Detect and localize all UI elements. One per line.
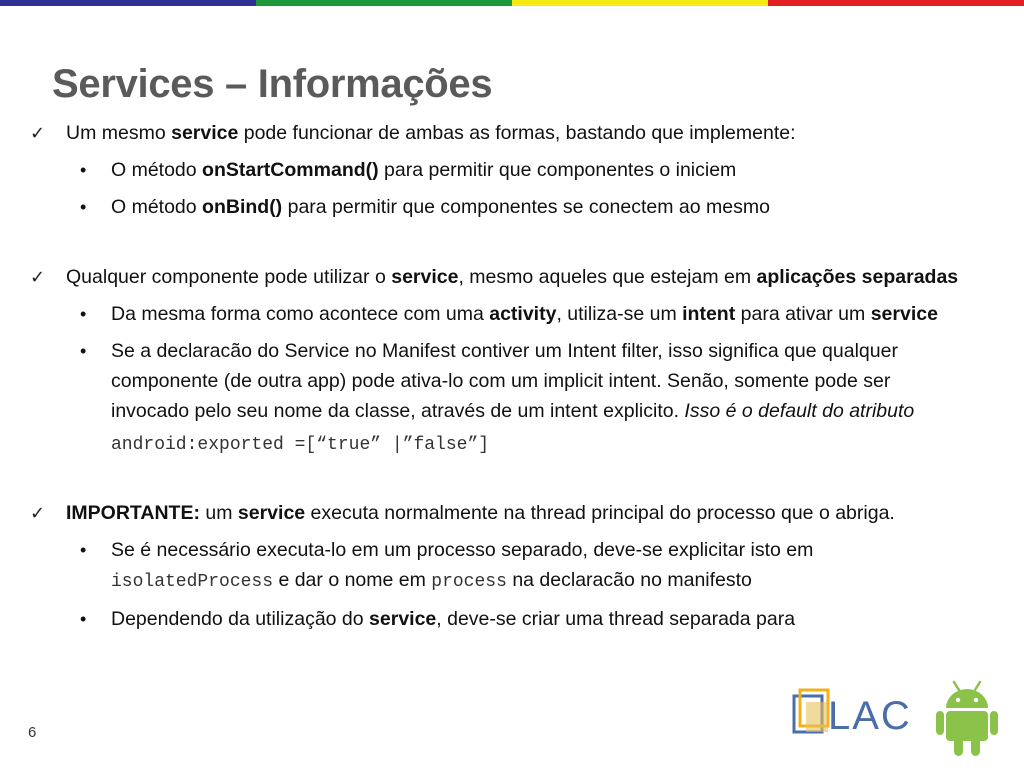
lac-logo-text: LAC (828, 694, 912, 738)
slide-body (30, 118, 970, 634)
bullet-icon: • (80, 540, 87, 560)
list-item-3: ✓ IMPORTANTE: um service executa normalmente na thread principal do processo que o abriga. (30, 498, 970, 528)
bullet-icon: • (80, 304, 87, 324)
bullet-icon: • (80, 160, 87, 180)
list-subitem-1b: • O método onBind() para permitir que componentes se conectem ao mesmo (30, 192, 970, 222)
lac-logo (790, 688, 930, 752)
list-subitem-3b: • Dependendo da utilização do service, deve-se criar uma thread separada para (30, 604, 970, 634)
slide-title: Services – Informações (52, 62, 493, 106)
checkmark-icon: ✓ (30, 267, 46, 287)
top-bar-blue (0, 0, 256, 6)
list-subitem-2a: • Da mesma forma como acontece com uma activity, utiliza-se um intent para ativar um service (30, 299, 970, 329)
bullet-icon: • (80, 341, 87, 361)
top-bar-red (768, 0, 1024, 6)
checkmark-icon: ✓ (30, 503, 46, 523)
list-item-1: ✓ Um mesmo service pode funcionar de ambas as formas, bastando que implemente: (30, 118, 970, 148)
list-item-2: ✓ Qualquer componente pode utilizar o service, mesmo aqueles que estejam em aplicações separadas (30, 262, 970, 292)
page-number: 6 (28, 724, 37, 741)
bullet-icon: • (80, 609, 87, 629)
top-bar-yellow (512, 0, 768, 6)
android-logo-icon (934, 678, 1000, 758)
top-color-bar (0, 0, 1024, 6)
list-subitem-3a: • Se é necessário executa-lo em um processo separado, deve-se explicitar isto em isolatedProcess e dar o nome em process na declaracão no manifesto (30, 535, 970, 597)
list-subitem-2b: • Se a declaracão do Service no Manifest contiver um Intent filter, isso significa que qualquer componente (de outra app) pode ativa-lo com um implicit intent. Senão, somente pode ser invocado pelo seu nome da classe, através de um intent explicito. Isso é o default do atributo android:exported =[“true” |”false”] (30, 336, 970, 460)
checkmark-icon: ✓ (30, 123, 46, 143)
list-subitem-1a: • O método onStartCommand() para permitir que componentes o iniciem (30, 155, 970, 185)
top-bar-green (256, 0, 512, 6)
bullet-icon: • (80, 197, 87, 217)
